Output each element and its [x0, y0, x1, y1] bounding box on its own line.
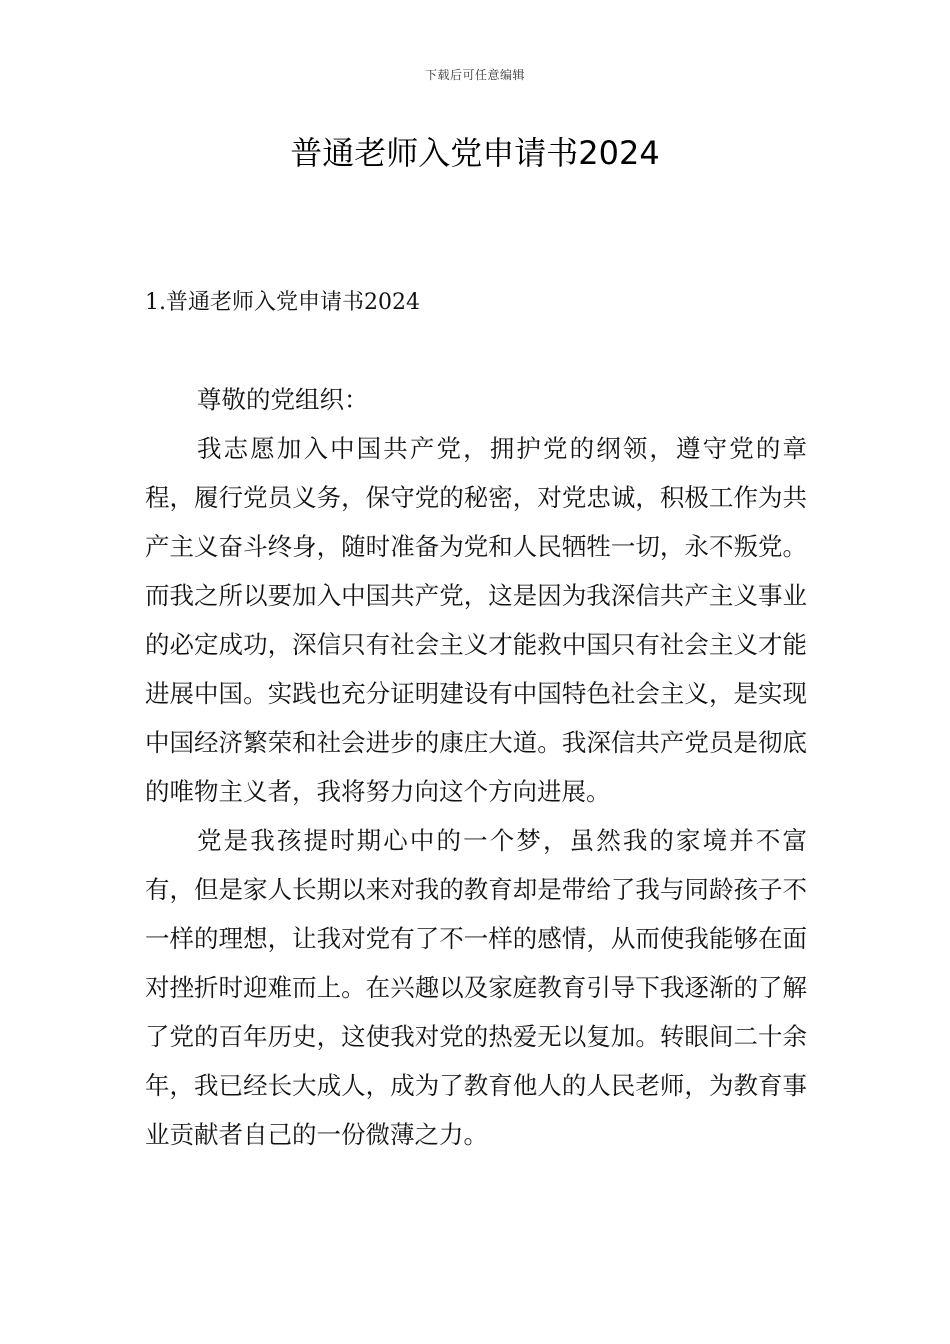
paragraph-2: 党是我孩提时期心中的一个梦，虽然我的家境并不富有，但是家人长期以来对我的教育却是带给了我与同龄孩子不一样的理想，让我对党有了不一样的感情，从而使我能够在面对挫折时迎难而上。在兴趣以及家庭教育引导下我逐渐的了解了党的百年历史，这使我对党的热爱无以复加。转眼间二十余年，我已经长大成人，成为了教育他人的人民老师，为教育事业贡献者自己的一份微薄之力。 — [145, 826, 807, 1149]
header-note: 下载后可任意编辑 — [424, 68, 525, 82]
letter-body — [145, 375, 807, 1159]
document-title: 普通老师入党申请书2024 — [290, 134, 660, 172]
section-heading: 1.普通老师入党申请书2024 — [145, 290, 420, 315]
salutation: 尊敬的党组织： — [197, 385, 369, 414]
paragraph-1: 我志愿加入中国共产党，拥护党的纲领，遵守党的章程，履行党员义务，保守党的秘密，对党忠诚，积极工作为共产主义奋斗终身，随时准备为党和人民牺牲一切，永不叛党。而我之所以要加入中国共产党，这是因为我深信共产主义事业的必定成功，深信只有社会主义才能救中国只有社会主义才能进展中国。实践也充分证明建设有中国特色社会主义，是实现中国经济繁荣和社会进步的康庄大道。我深信共产党员是彻底的唯物主义者，我将努力向这个方向进展。 — [145, 434, 807, 806]
